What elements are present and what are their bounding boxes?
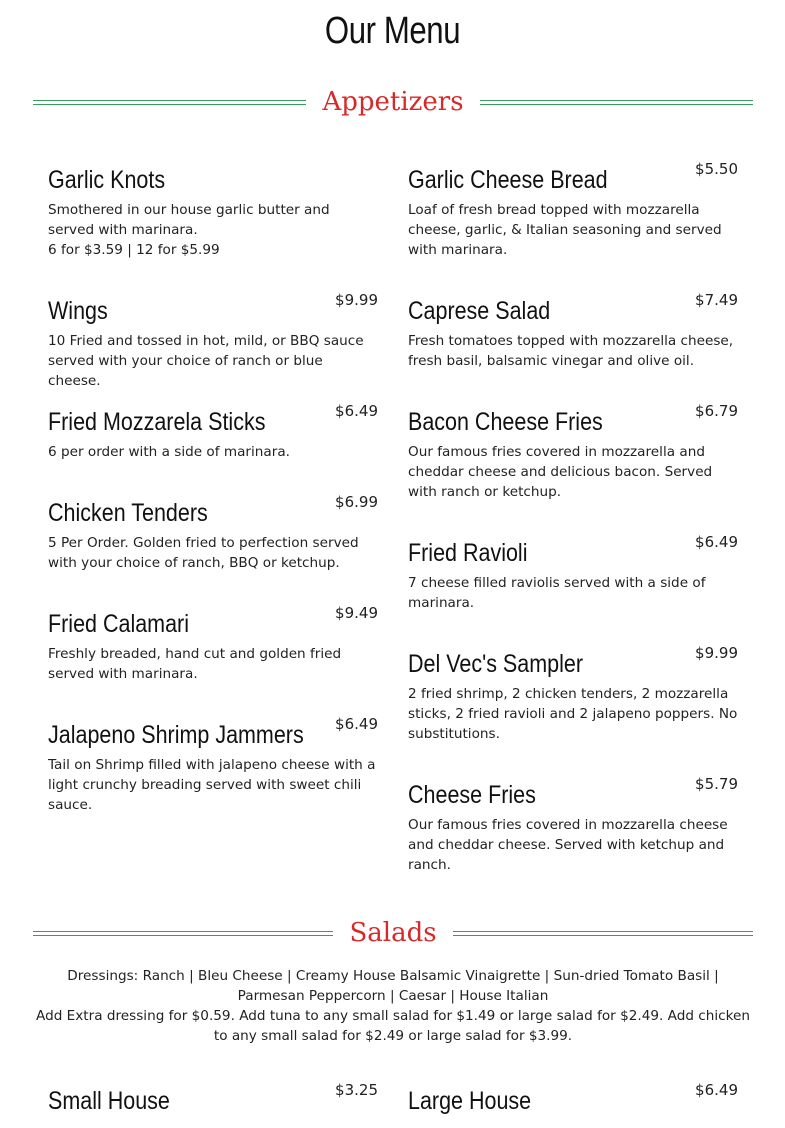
menu-item xyxy=(48,291,378,391)
menu-item xyxy=(408,644,738,744)
item-price: $9.99 xyxy=(335,291,378,309)
item-name: Cheese Fries xyxy=(408,781,536,809)
item-name: Wings xyxy=(48,297,108,325)
item-name: Fried Calamari xyxy=(48,610,189,638)
item-name: Del Vec's Sampler xyxy=(408,650,583,678)
menu-item xyxy=(48,1081,378,1117)
menu-item xyxy=(408,1081,738,1117)
item-description: Tail on Shrimp filled with jalapeno cheese with a light crunchy breading served with sweet chili sauce. xyxy=(48,757,376,813)
item-description: Smothered in our house garlic butter and served with marinara. xyxy=(48,202,330,238)
menu-item xyxy=(408,291,738,371)
item-name: Large House xyxy=(408,1087,532,1115)
item-pricing-note: 6 for $3.59 | 12 for $5.99 xyxy=(48,242,220,258)
menu-item xyxy=(48,493,378,573)
item-price: $7.49 xyxy=(695,291,738,309)
item-description: Loaf of fresh bread topped with mozzarella cheese, garlic, & Italian seasoning and served with marinara. xyxy=(408,202,722,258)
appetizers-title: Appetizers xyxy=(322,87,464,117)
item-price: $6.99 xyxy=(335,493,378,511)
item-name: Garlic Cheese Bread xyxy=(408,166,608,194)
item-price: $9.99 xyxy=(695,644,738,662)
item-name: Garlic Knots xyxy=(48,166,166,194)
item-price: $6.49 xyxy=(335,402,378,420)
menu-item xyxy=(48,604,378,684)
menu-item xyxy=(408,160,738,260)
item-name: Caprese Salad xyxy=(408,297,551,325)
item-description: 2 fried shrimp, 2 chicken tenders, 2 mozzarella sticks, 2 fried ravioli and 2 jalapeno poppers. No substitutions. xyxy=(408,686,738,742)
divider-left xyxy=(33,100,306,105)
menu-item xyxy=(408,533,738,613)
item-price: $5.50 xyxy=(695,160,738,178)
item-name: Fried Mozzarela Sticks xyxy=(48,408,266,436)
page-title: Our Menu xyxy=(324,10,461,52)
item-name: Jalapeno Shrimp Jammers xyxy=(48,721,304,749)
item-description: 7 cheese filled raviolis served with a side of marinara. xyxy=(408,575,706,611)
divider-right xyxy=(453,931,753,936)
item-description: Fresh tomatoes topped with mozzarella cheese, fresh basil, balsamic vinegar and olive oil. xyxy=(408,333,734,369)
item-price: $5.79 xyxy=(695,775,738,793)
item-name: Small House xyxy=(48,1087,170,1115)
item-description: 10 Fried and tossed in hot, mild, or BBQ sauce served with your choice of ranch or blue cheese. xyxy=(48,333,364,389)
menu-item xyxy=(48,715,378,815)
menu-item xyxy=(408,402,738,502)
divider-left xyxy=(33,931,333,936)
item-price: $6.49 xyxy=(695,533,738,551)
item-price: $6.49 xyxy=(695,1081,738,1099)
item-name: Chicken Tenders xyxy=(48,499,208,527)
item-description: Our famous fries covered in mozzarella and cheddar cheese and delicious bacon. Served with ranch or ketchup. xyxy=(408,444,713,500)
item-price: $6.79 xyxy=(695,402,738,420)
item-name: Fried Ravioli xyxy=(408,539,528,567)
salads-header xyxy=(33,913,753,953)
menu-item xyxy=(48,164,378,260)
divider-right xyxy=(480,100,753,105)
item-price: $3.25 xyxy=(335,1081,378,1099)
salads-title: Salads xyxy=(349,918,437,948)
menu-item xyxy=(408,775,738,875)
item-description: Our famous fries covered in mozzarella cheese and cheddar cheese. Served with ketchup and ranch. xyxy=(408,817,728,873)
salad-extras-note: Add Extra dressing for $0.59. Add tuna to any small salad for $1.49 or large salad for $2.49. Add chicken to any small salad for $2.49 or large salad for $3.99. xyxy=(36,1008,750,1044)
item-price: $9.49 xyxy=(335,604,378,622)
item-price: $6.49 xyxy=(335,715,378,733)
dressings-note: Dressings: Ranch | Bleu Cheese | Creamy House Balsamic Vinaigrette | Sun-dried Tomato Basil | Parmesan Peppercorn | Caesar | House Italian xyxy=(67,968,719,1004)
item-description: 6 per order with a side of marinara. xyxy=(48,444,290,460)
appetizers-header xyxy=(33,82,753,122)
item-name: Bacon Cheese Fries xyxy=(408,408,603,436)
menu-item xyxy=(48,402,378,462)
item-description: 5 Per Order. Golden fried to perfection served with your choice of ranch, BBQ or ketchup. xyxy=(48,535,359,571)
item-description: Freshly breaded, hand cut and golden fried served with marinara. xyxy=(48,646,342,682)
